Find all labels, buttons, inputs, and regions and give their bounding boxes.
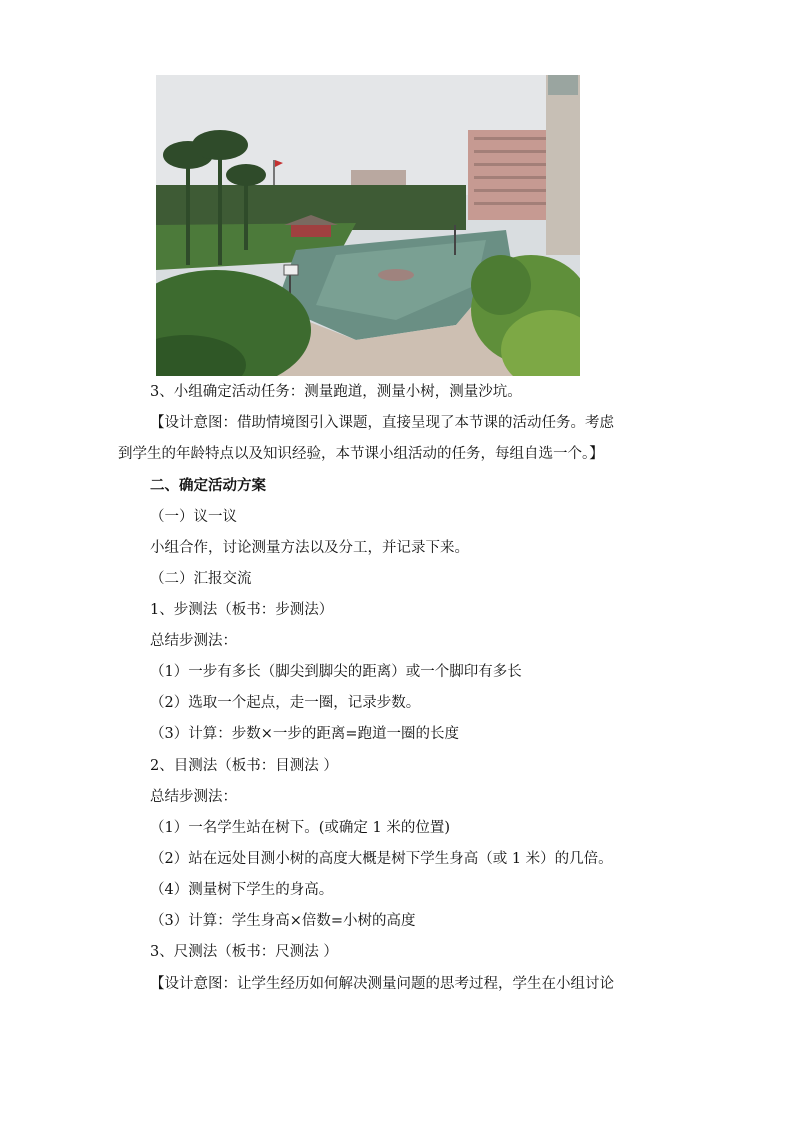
method-pace: 1、步测法（板书：步测法） <box>150 602 334 618</box>
summary-label: 总结步测法： <box>150 633 237 649</box>
subheading-discuss: （一）议一议 <box>150 509 237 525</box>
summary-label-2: 总结步测法： <box>150 789 237 805</box>
section-heading: 二、确定活动方案 <box>150 477 266 494</box>
campus-photo <box>156 75 580 376</box>
design-intent-1-line-1: 【设计意图：借助情境图引入课题，直接呈现了本节课的活动任务。考虑 <box>150 415 614 431</box>
visual-step-3: （3）计算：学生身高×倍数=小树的高度 <box>150 913 416 929</box>
design-intent-1-line-2: 到学生的年龄特点以及知识经验，本节课小组活动的任务，每组自选一个。】 <box>118 446 604 462</box>
pace-step-2: （2）选取一个起点，走一圈，记录步数。 <box>150 695 421 711</box>
design-intent-2-line-1: 【设计意图：让学生经历如何解决测量问题的思考过程，学生在小组讨论 <box>150 976 614 992</box>
task-line: 3、小组确定活动任务：测量跑道，测量小树，测量沙坑。 <box>150 384 522 400</box>
visual-step-4: （4）测量树下学生的身高。 <box>150 882 334 898</box>
subheading-report: （二）汇报交流 <box>150 571 252 587</box>
pace-step-1: （1）一步有多长（脚尖到脚尖的距离）或一个脚印有多长 <box>150 664 522 680</box>
pace-step-3: （3）计算：步数×一步的距离=跑道一圈的长度 <box>150 726 460 742</box>
visual-step-1: （1）一名学生站在树下。(或确定 1 米的位置) <box>150 820 450 836</box>
discuss-text: 小组合作，讨论测量方法以及分工，并记录下来。 <box>150 540 469 556</box>
method-ruler: 3、尺测法（板书：尺测法 ） <box>150 944 338 960</box>
method-visual: 2、目测法（板书：目测法 ） <box>150 758 338 774</box>
visual-step-2: （2）站在远处目测小树的高度大概是树下学生身高（或 1 米）的几倍。 <box>150 851 613 867</box>
